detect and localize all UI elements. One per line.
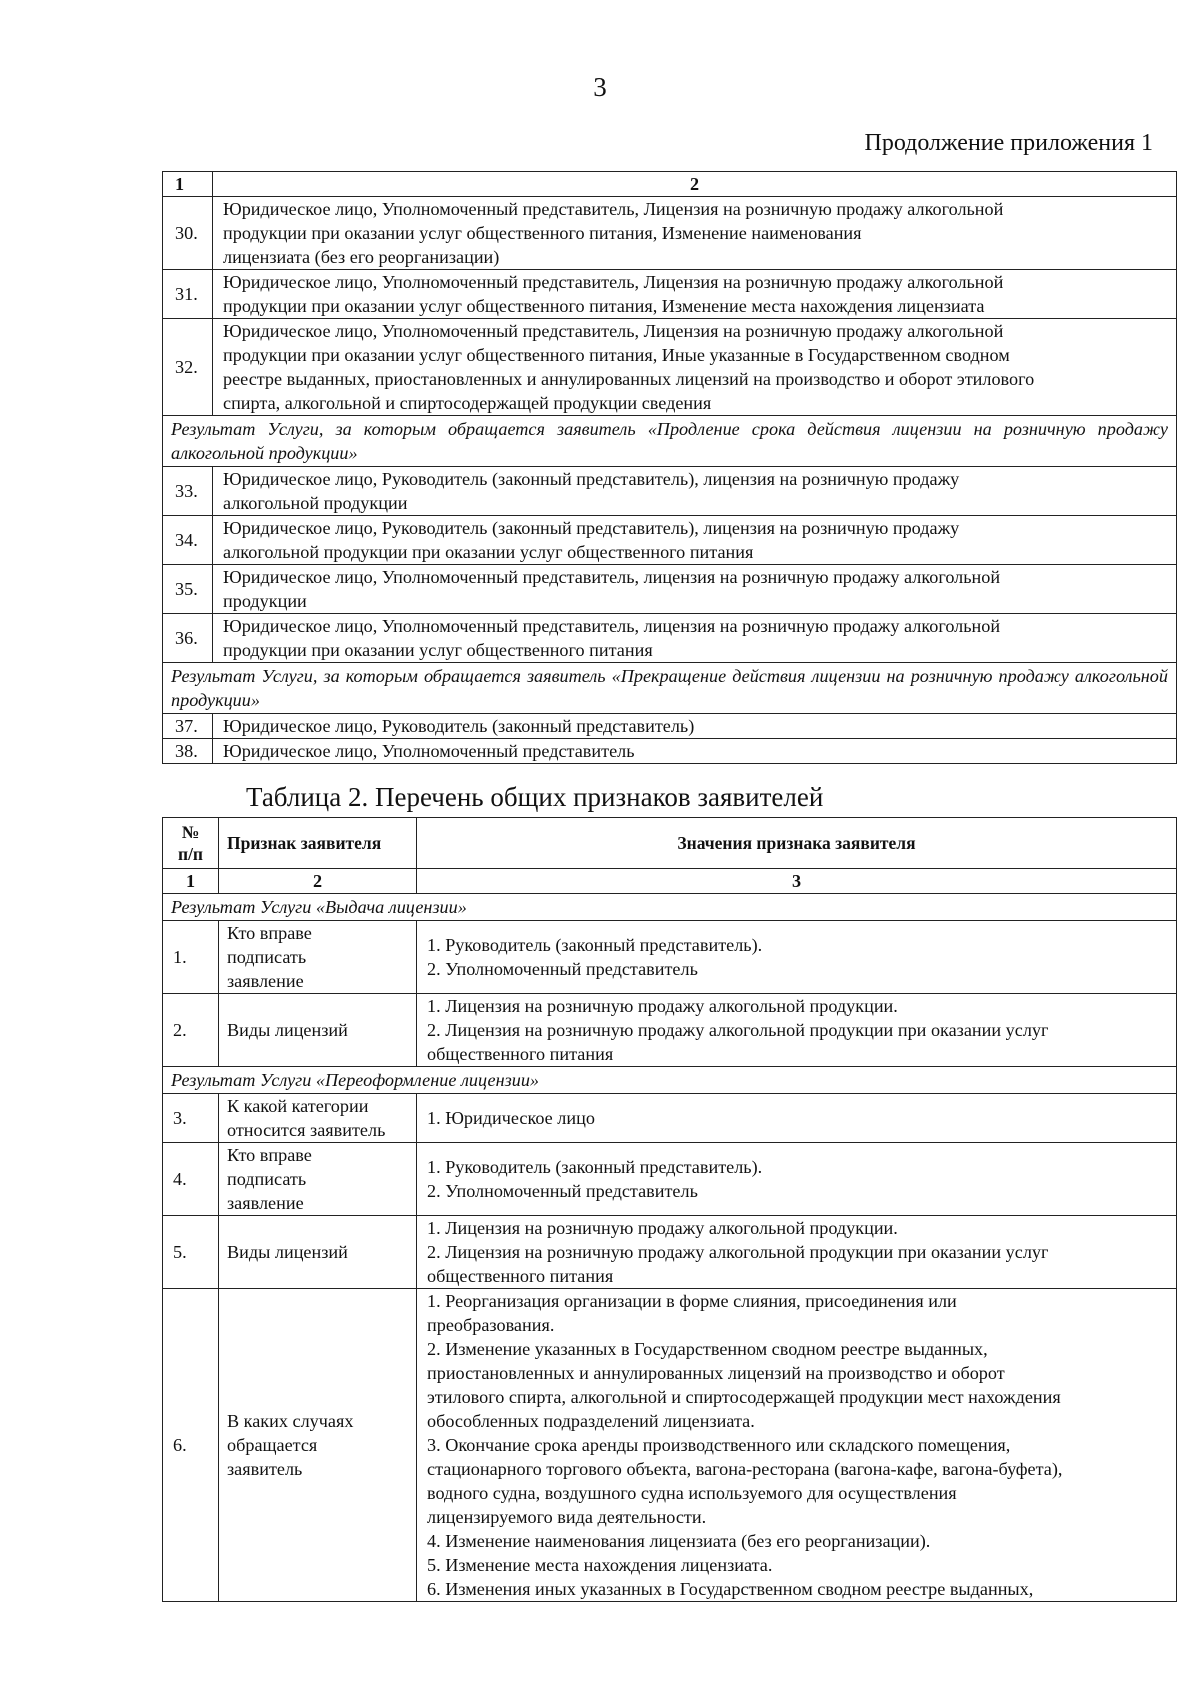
value-text-line: 1. Лицензия на розничную продажу алкогольной продукции. — [427, 1218, 898, 1238]
attribute-text-line: К какой категории — [227, 1096, 369, 1116]
value-text-line: 1. Юридическое лицо — [427, 1108, 595, 1128]
attribute-text-line: заявитель — [227, 1459, 303, 1479]
header-number-sign: № — [181, 822, 200, 842]
value-text-line: 2. Лицензия на розничную продажу алкогольной продукции при оказании услуг — [427, 1242, 1049, 1262]
column-number-3: 3 — [417, 869, 1177, 894]
row-text-line: продукции при оказании услуг общественного питания — [223, 640, 653, 660]
values-cell — [417, 1094, 1177, 1143]
column-number-2: 2 — [213, 172, 1177, 197]
row-number: 30. — [163, 197, 213, 270]
row-number: 2. — [163, 994, 219, 1067]
row-text-line: продукции при оказании услуг общественного питания, Изменение наименования — [223, 223, 862, 243]
column-number-2: 2 — [219, 869, 417, 894]
attribute-text-line: В каких случаях — [227, 1411, 354, 1431]
row-number: 33. — [163, 467, 213, 516]
applicant-attributes-table — [162, 817, 1177, 1602]
attribute-cell — [219, 921, 417, 994]
row-text-line: продукции — [223, 591, 307, 611]
table-row — [163, 565, 1177, 614]
section-title: Результат Услуги, за которым обращается заявитель «Прекращение действия лицензии на розничную продажу алкогольной продукции» — [163, 663, 1177, 714]
row-description — [213, 467, 1177, 516]
row-description — [213, 270, 1177, 319]
attribute-text-line: относится заявитель — [227, 1120, 386, 1140]
attribute-text-line: обращается — [227, 1435, 318, 1455]
row-text-line: Юридическое лицо, Руководитель (законный представитель), лицензия на розничную продажу — [223, 469, 960, 489]
row-text-line: Юридическое лицо, Уполномоченный представитель, Лицензия на розничную продажу алкогольной — [223, 272, 1004, 292]
applicant-variants-table — [162, 171, 1177, 764]
row-text-line: алкогольной продукции при оказании услуг общественного питания — [223, 542, 754, 562]
value-text-line: общественного питания — [427, 1044, 614, 1064]
row-number: 6. — [163, 1289, 219, 1602]
row-number: 37. — [163, 714, 213, 739]
value-text-line: обособленных подразделений лицензиата. — [427, 1411, 755, 1431]
attribute-text-line: Виды лицензий — [227, 1020, 348, 1040]
row-text-line: лицензиата (без его реорганизации) — [223, 247, 500, 267]
value-text-line: водного судна, воздушного судна используемого для осуществления — [427, 1483, 957, 1503]
table-row — [163, 197, 1177, 270]
value-text-line: лицензируемого вида деятельности. — [427, 1507, 707, 1527]
row-text-line: алкогольной продукции — [223, 493, 408, 513]
value-text-line: приостановленных и аннулированных лицензий на производство и оборот — [427, 1363, 1005, 1383]
value-text-line: 1. Руководитель (законный представитель). — [427, 1157, 763, 1177]
table-row — [163, 516, 1177, 565]
value-text-line: общественного питания — [427, 1266, 614, 1286]
appendix-continuation-note: Продолжение приложения 1 — [864, 130, 1153, 156]
row-description — [213, 516, 1177, 565]
value-text-line: 1. Руководитель (законный представитель). — [427, 935, 763, 955]
row-description — [213, 319, 1177, 416]
row-description — [213, 614, 1177, 663]
column-header-attribute: Признак заявителя — [219, 818, 417, 869]
section-row — [163, 894, 1177, 921]
row-text-line: Юридическое лицо, Уполномоченный представитель, лицензия на розничную продажу алкогольной — [223, 616, 1001, 636]
value-text-line: преобразования. — [427, 1315, 555, 1335]
value-text-line: 4. Изменение наименования лицензиата (без его реорганизации). — [427, 1531, 931, 1551]
section-title: Результат Услуги «Переоформление лицензии» — [163, 1067, 1177, 1094]
values-cell — [417, 921, 1177, 994]
column-numbers-row — [163, 869, 1177, 894]
applicant-attributes-table-body — [163, 818, 1177, 1602]
row-number: 31. — [163, 270, 213, 319]
section-row — [163, 663, 1177, 714]
row-number: 5. — [163, 1216, 219, 1289]
column-number-1: 1 — [163, 869, 219, 894]
table-row — [163, 1094, 1177, 1143]
table-row — [163, 739, 1177, 764]
row-number: 4. — [163, 1143, 219, 1216]
column-header-values: Значения признака заявителя — [417, 818, 1177, 869]
row-number: 35. — [163, 565, 213, 614]
value-text-line: стационарного торгового объекта, вагона-ресторана (вагона-кафе, вагона-буфета), — [427, 1459, 1063, 1479]
row-description — [213, 565, 1177, 614]
section-row — [163, 416, 1177, 467]
row-description — [213, 197, 1177, 270]
value-text-line: 2. Лицензия на розничную продажу алкогольной продукции при оказании услуг — [427, 1020, 1049, 1040]
table-header-row — [163, 172, 1177, 197]
table-row — [163, 714, 1177, 739]
row-text-line: продукции при оказании услуг общественного питания, Изменение места нахождения лицензиата — [223, 296, 985, 316]
row-text-line: реестре выданных, приостановленных и аннулированных лицензий на производство и оборот этилового — [223, 369, 1035, 389]
attribute-cell — [219, 994, 417, 1067]
attribute-text-line: подписать — [227, 1169, 307, 1189]
row-number: 34. — [163, 516, 213, 565]
table-row — [163, 319, 1177, 416]
row-number: 3. — [163, 1094, 219, 1143]
table2-title: Таблица 2. Перечень общих признаков заявителей — [246, 782, 824, 812]
row-number: 32. — [163, 319, 213, 416]
row-text-line: Юридическое лицо, Руководитель (законный представитель), лицензия на розничную продажу — [223, 518, 960, 538]
row-number: 38. — [163, 739, 213, 764]
page-number: 3 — [593, 72, 607, 102]
row-text-line: Юридическое лицо, Уполномоченный представитель — [223, 741, 635, 761]
row-text-line: Юридическое лицо, Руководитель (законный представитель) — [223, 716, 695, 736]
table-row — [163, 994, 1177, 1067]
values-cell — [417, 994, 1177, 1067]
section-title: Результат Услуги, за которым обращается заявитель «Продление срока действия лицензии на розничную продажу алкогольной продукции» — [163, 416, 1177, 467]
attribute-text-line: Кто вправе — [227, 923, 312, 943]
row-description — [213, 739, 1177, 764]
value-text-line: 2. Изменение указанных в Государственном сводном реестре выданных, — [427, 1339, 988, 1359]
row-text-line: Юридическое лицо, Уполномоченный представитель, Лицензия на розничную продажу алкогольной — [223, 321, 1004, 341]
value-text-line: 2. Уполномоченный представитель — [427, 1181, 698, 1201]
attribute-text-line: заявление — [227, 1193, 304, 1213]
column-header-number — [163, 818, 219, 869]
section-row — [163, 1067, 1177, 1094]
attribute-cell — [219, 1143, 417, 1216]
table-row — [163, 614, 1177, 663]
value-text-line: 2. Уполномоченный представитель — [427, 959, 698, 979]
row-text-line: продукции при оказании услуг общественного питания, Иные указанные в Государственном сводном — [223, 345, 1010, 365]
table-row — [163, 270, 1177, 319]
attribute-cell — [219, 1094, 417, 1143]
row-number: 36. — [163, 614, 213, 663]
row-text-line: спирта, алкогольной и спиртосодержащей продукции сведения — [223, 393, 712, 413]
table-header-row — [163, 818, 1177, 869]
value-text-line: 3. Окончание срока аренды производственного или складского помещения, — [427, 1435, 1011, 1455]
values-cell — [417, 1289, 1177, 1602]
values-cell — [417, 1143, 1177, 1216]
table-row — [163, 467, 1177, 516]
values-cell — [417, 1216, 1177, 1289]
row-text-line: Юридическое лицо, Уполномоченный представитель, Лицензия на розничную продажу алкогольной — [223, 199, 1004, 219]
attribute-cell — [219, 1289, 417, 1602]
header-number-abbr: п/п — [177, 844, 204, 864]
table-row — [163, 1143, 1177, 1216]
value-text-line: 5. Изменение места нахождения лицензиата. — [427, 1555, 773, 1575]
table-row — [163, 1216, 1177, 1289]
value-text-line: этилового спирта, алкогольной и спиртосодержащей продукции мест нахождения — [427, 1387, 1061, 1407]
applicant-variants-table-body — [163, 172, 1177, 764]
row-number: 1. — [163, 921, 219, 994]
row-text-line: Юридическое лицо, Уполномоченный представитель, лицензия на розничную продажу алкогольной — [223, 567, 1001, 587]
row-description — [213, 714, 1177, 739]
section-title: Результат Услуги «Выдача лицензии» — [163, 894, 1177, 921]
attribute-text-line: Виды лицензий — [227, 1242, 348, 1262]
value-text-line: 6. Изменения иных указанных в Государственном сводном реестре выданных, — [427, 1579, 1034, 1599]
value-text-line: 1. Реорганизация организации в форме слияния, присоединения или — [427, 1291, 957, 1311]
attribute-text-line: подписать — [227, 947, 307, 967]
value-text-line: 1. Лицензия на розничную продажу алкогольной продукции. — [427, 996, 898, 1016]
attribute-cell — [219, 1216, 417, 1289]
column-number-1: 1 — [163, 172, 213, 197]
table-row — [163, 921, 1177, 994]
attribute-text-line: Кто вправе — [227, 1145, 312, 1165]
table-row — [163, 1289, 1177, 1602]
attribute-text-line: заявление — [227, 971, 304, 991]
